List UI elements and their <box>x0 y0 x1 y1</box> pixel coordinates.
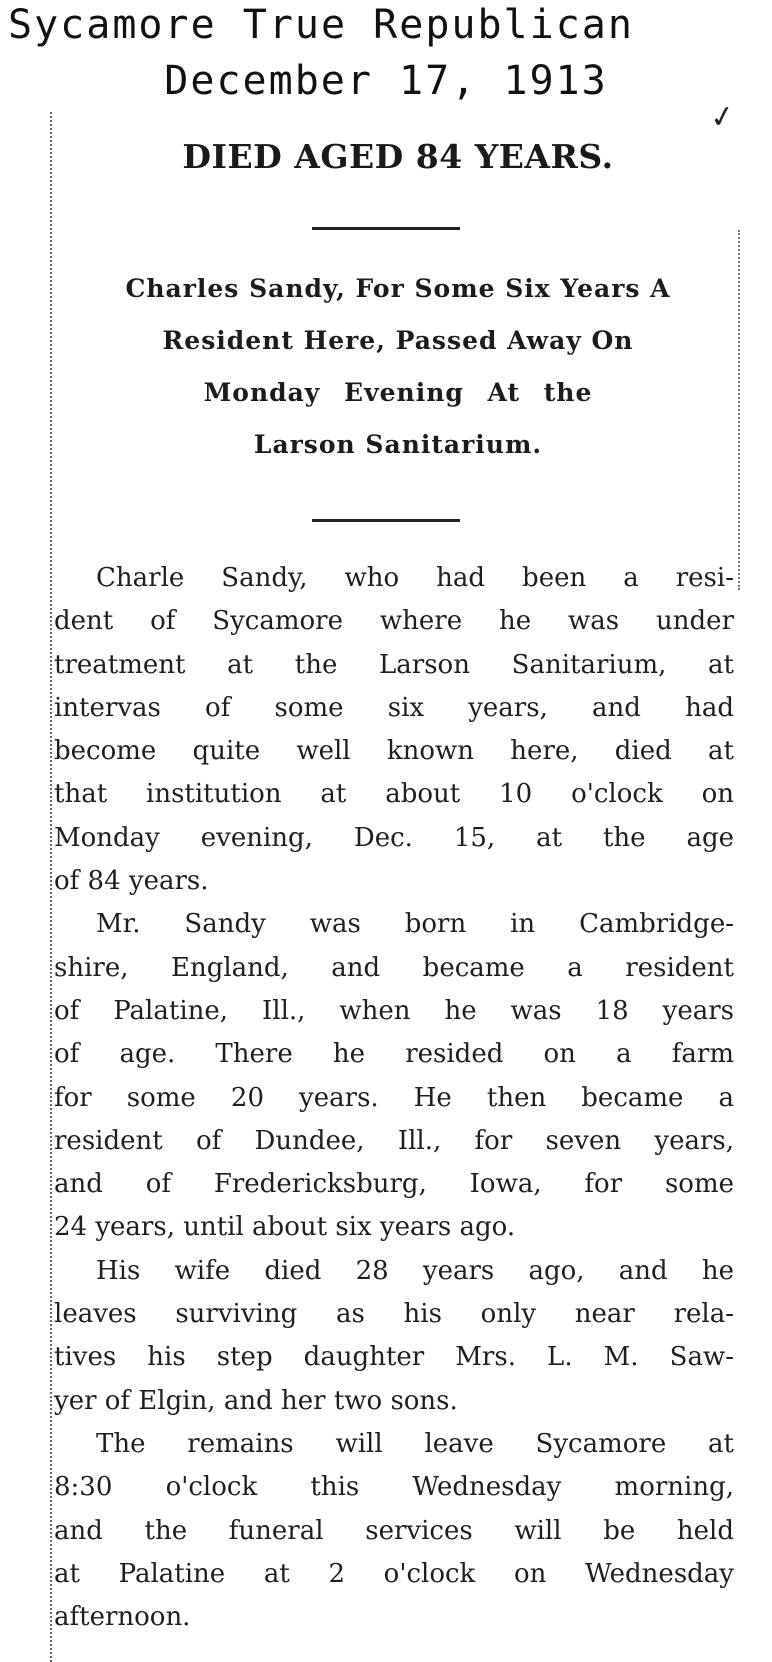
text-line: for some 20 years. He then became a <box>54 1082 734 1113</box>
check-mark-icon: ✓ <box>707 98 738 137</box>
publication-date: December 17, 1913 <box>164 58 608 104</box>
text-line: tives his step daughter Mrs. L. M. Saw- <box>54 1342 734 1373</box>
article-body <box>54 557 734 1639</box>
column-rule-right <box>738 230 740 590</box>
paragraph-3 <box>54 1250 734 1423</box>
headline-divider <box>312 227 460 230</box>
paragraph-2 <box>54 903 734 1249</box>
text-line: shire, England, and became a resident <box>54 952 734 983</box>
text-line: of 84 years. <box>54 866 209 897</box>
subheadline-line: Monday Evening At the <box>203 378 593 407</box>
paper-name: Sycamore True Republican <box>8 2 634 48</box>
deck-divider <box>312 519 460 522</box>
column-rule-left <box>50 112 52 1662</box>
text-line: and the funeral services will be held <box>54 1515 734 1546</box>
text-line: of Palatine, Ill., when he was 18 years <box>54 995 734 1026</box>
subheadline-line: Resident Here, Passed Away On <box>162 326 634 355</box>
paragraph-1 <box>54 557 734 903</box>
subheadline-line: Charles Sandy, For Some Six Years A <box>125 274 671 303</box>
headline: DIED AGED 84 YEARS. <box>182 137 614 176</box>
text-line: become quite well known here, died at <box>54 736 734 767</box>
text-line: His wife died 28 years ago, and he <box>96 1255 734 1286</box>
text-line: dent of Sycamore where he was under <box>54 606 734 637</box>
text-line: 8:30 o'clock this Wednesday morning, <box>54 1472 734 1503</box>
text-line: treatment at the Larson Sanitarium, at <box>54 649 734 680</box>
subheadline <box>60 263 736 471</box>
text-line: afternoon. <box>54 1602 191 1633</box>
subheadline-line: Larson Sanitarium. <box>253 430 543 459</box>
text-line: Mr. Sandy was born in Cambridge- <box>96 909 734 940</box>
text-line: leaves surviving as his only near rela- <box>54 1299 734 1330</box>
text-line: that institution at about 10 o'clock on <box>54 779 734 810</box>
text-line: resident of Dundee, Ill., for seven years, <box>54 1125 734 1156</box>
text-line: at Palatine at 2 o'clock on Wednesday <box>54 1558 734 1589</box>
text-line: 24 years, until about six years ago. <box>54 1212 516 1243</box>
text-line: The remains will leave Sycamore at <box>96 1428 734 1459</box>
text-line: and of Fredericksburg, Iowa, for some <box>54 1169 734 1200</box>
text-line: of age. There he resided on a farm <box>54 1039 734 1070</box>
text-line: Monday evening, Dec. 15, at the age <box>54 822 734 853</box>
paragraph-4 <box>54 1423 734 1639</box>
text-line: yer of Elgin, and her two sons. <box>54 1385 458 1416</box>
text-line: Charle Sandy, who had been a resi- <box>96 563 734 593</box>
text-line: intervas of some six years, and had <box>54 692 734 723</box>
